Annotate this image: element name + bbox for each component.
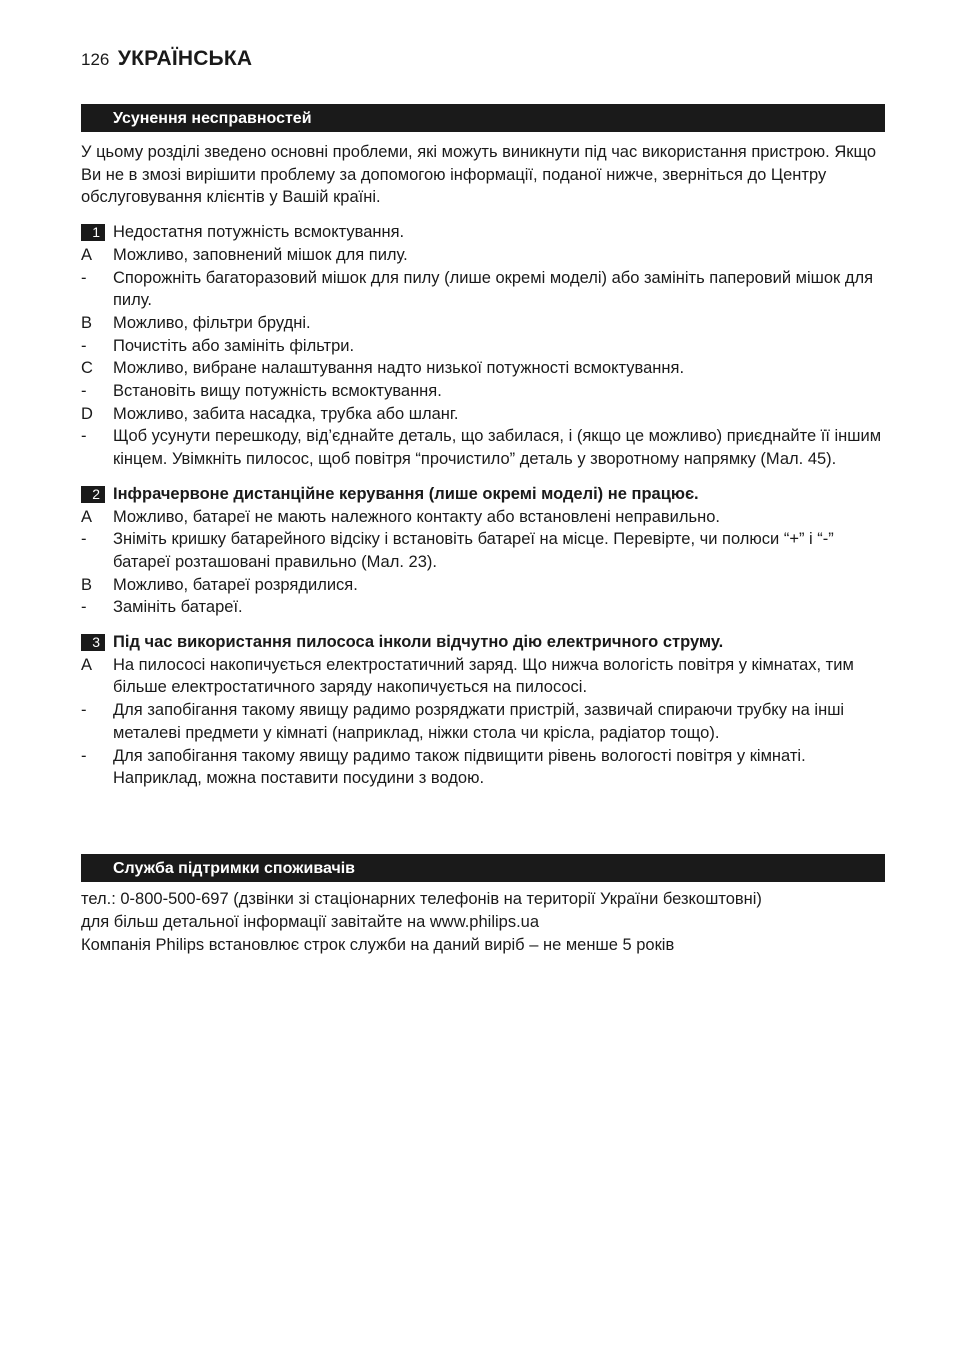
- row-marker: A: [81, 507, 93, 526]
- problem-title: [81, 221, 887, 244]
- solution-row: [81, 312, 887, 335]
- solution-row: [81, 699, 887, 744]
- row-marker: -: [81, 746, 87, 765]
- solution-row: [81, 506, 887, 529]
- problem-title-text: Недостатня потужність всмоктування.: [113, 223, 405, 242]
- row-text: Встановіть вищу потужність всмоктування.: [113, 382, 442, 401]
- row-text: Щоб усунути перешкоду, від’єднайте деталь, що забилася, і (якщо це можливо) приєднайте її іншим кінцем. Увімкніть пилосос, щоб повітря “прочистило” деталь у зворотному напрямку (Мал. 45).: [113, 427, 882, 469]
- solution-row: [81, 528, 887, 573]
- problem-title: [81, 483, 887, 506]
- solution-row: [81, 267, 887, 312]
- problem-number: 1: [81, 224, 105, 241]
- row-marker: B: [81, 313, 93, 332]
- row-marker: B: [81, 575, 93, 594]
- solution-row: [81, 425, 887, 470]
- problem-title-text: Під час використання пилососа інколи відчутно дію електричного струму.: [113, 633, 724, 652]
- solution-row: [81, 335, 887, 358]
- row-marker: -: [81, 336, 87, 355]
- row-text: Можливо, батареї розрядилися.: [113, 575, 358, 594]
- row-marker: -: [81, 598, 87, 617]
- problem-title-text: Інфрачервоне дистанційне керування (лише окремі моделі) не працює.: [113, 484, 699, 503]
- language-title: УКРАЇНСЬКА: [117, 47, 253, 70]
- row-text: Для запобігання такому явищу радимо також підвищити рівень вологості повітря у кімнаті. Наприклад, можна поставити посудини з водою.: [113, 746, 806, 788]
- troubleshooting-content: [81, 141, 887, 790]
- solution-row: [81, 596, 887, 619]
- problem-number: 3: [81, 634, 105, 651]
- row-text: Можливо, забита насадка, трубка або шланг.: [113, 404, 459, 423]
- problem-number: 2: [81, 486, 105, 503]
- row-text: Можливо, заповнений мішок для пилу.: [113, 245, 408, 264]
- row-text: Спорожніть багаторазовий мішок для пилу (лише окремі моделі) або замініть паперовий мішок для пилу.: [113, 268, 874, 310]
- row-text: Почистіть або замініть фільтри.: [113, 336, 355, 355]
- row-marker: -: [81, 268, 87, 287]
- row-text: Можливо, вибране налаштування надто низької потужності всмоктування.: [113, 359, 685, 378]
- service-life-line: Компанія Philips встановлює строк служби на даний виріб – не менше 5 років: [81, 936, 675, 954]
- row-text: Зніміть кришку батарейного відсіку і встановіть батареї на місце. Перевірте, чи полюси “+” і “-” батареї розташовані правильно (Мал. 23).: [113, 530, 834, 571]
- customer-service-content: [81, 888, 887, 957]
- solution-row: [81, 380, 887, 403]
- solution-row: [81, 244, 887, 267]
- page-header: [81, 47, 252, 75]
- row-text: Можливо, фільтри брудні.: [113, 313, 311, 332]
- solution-row: [81, 574, 887, 597]
- service-phone-line: тел.: 0-800-500-697 (дзвінки зі стаціонарних телефонів на території України безкоштовні): [81, 890, 762, 908]
- solution-row: [81, 745, 887, 790]
- troubleshooting-heading: Усунення несправностей: [81, 104, 885, 132]
- row-text: Для запобігання такому явищу радимо розряджати пристрій, зазвичай спираючи трубку на інші металеві предмети у кімнаті (наприклад, ніжки стола чи крісла, радіатор тощо).: [113, 701, 845, 742]
- page-number: 126: [81, 50, 110, 69]
- customer-service-heading: Служба підтримки споживачів: [81, 854, 885, 882]
- solution-row: [81, 403, 887, 426]
- row-marker: -: [81, 530, 87, 549]
- row-marker: -: [81, 382, 87, 401]
- service-website-line: для більш детальної інформації завітайте на www.philips.ua: [81, 913, 540, 931]
- row-marker: -: [81, 701, 87, 720]
- troubleshooting-intro: У цьому розділі зведено основні проблеми, які можуть виникнути під час використання пристрою. Якщо Ви не в змозі вирішити проблему за допомогою інформації, поданої нижче, зверніться до Центру обслуговування клієнтів у Вашій країні.: [81, 143, 877, 207]
- problem-1: [81, 221, 887, 471]
- solution-row: [81, 357, 887, 380]
- row-text: На пилососі накопичується електростатичний заряд. Що нижча вологість повітря у кімнатах, тим більше електростатичного заряду накопичується на пилососі.: [113, 655, 854, 697]
- row-text: Замініть батареї.: [113, 598, 243, 617]
- row-marker: D: [81, 404, 93, 423]
- row-marker: -: [81, 427, 87, 446]
- problem-3: [81, 631, 887, 790]
- solution-row: [81, 654, 887, 699]
- row-marker: A: [81, 655, 93, 674]
- row-marker: A: [81, 245, 93, 264]
- problem-title: [81, 631, 887, 654]
- problem-2: [81, 483, 887, 619]
- row-text: Можливо, батареї не мають належного контакту або встановлені неправильно.: [113, 507, 720, 526]
- row-marker: C: [81, 359, 93, 378]
